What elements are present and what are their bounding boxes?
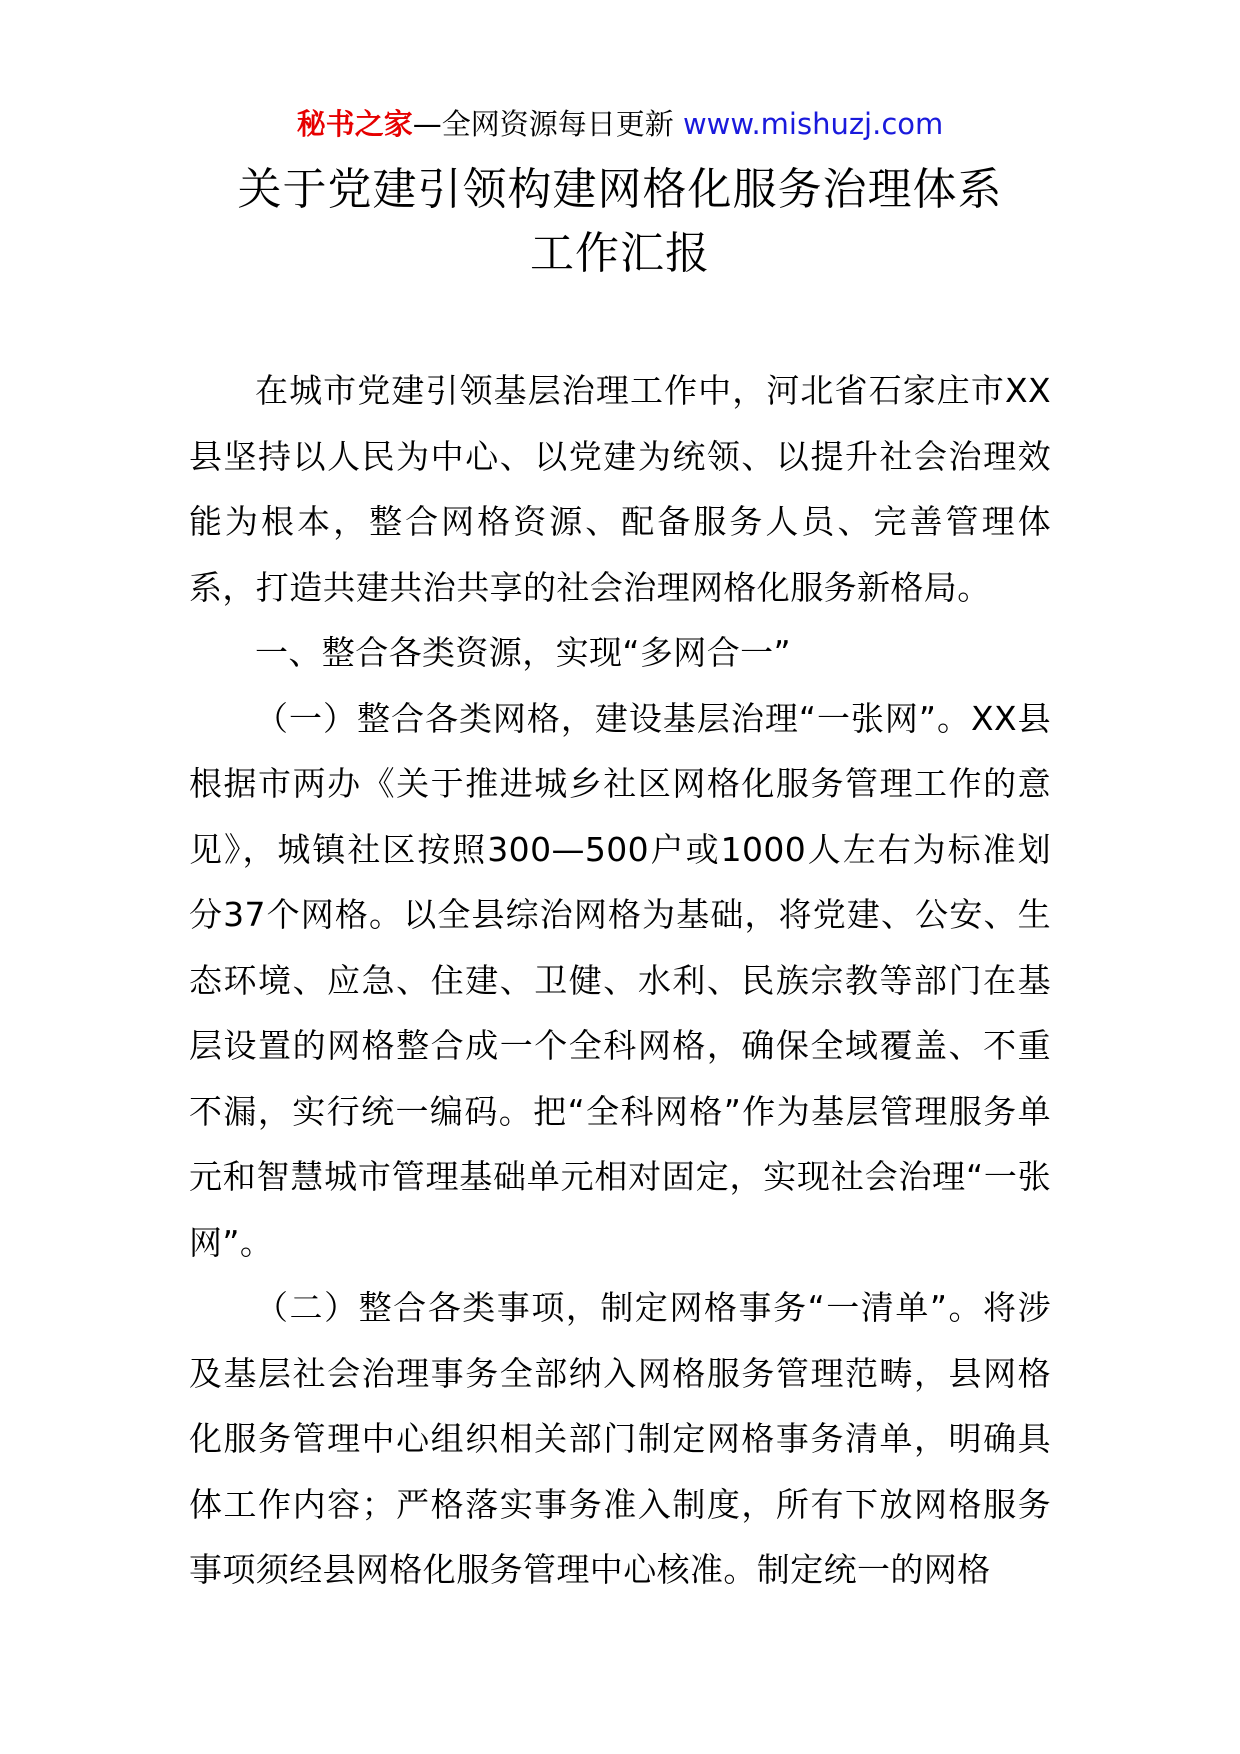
document-title-line-2: 工作汇报 [530,228,710,279]
document-body [189,358,1051,1603]
paragraph-intro: 在城市党建引领基层治理工作中，河北省石家庄市XX县坚持以人民为中心、以党建为统领、以提升社会治理效能为根本，整合网格资源、配备服务人员、完善管理体系，打造共建共治共享的社会治理网格化服务新格局。 [189,371,1051,607]
header-tagline: —全网资源每日更新 [412,107,674,141]
document-title-line-1: 关于党建引领构建网格化服务治理体系 [237,164,1003,215]
header-brand: 秘书之家 [296,107,413,141]
section-heading-1: 一、整合各类资源，实现“多网合一” [255,633,791,672]
paragraph-subsection-1: （一）整合各类网格，建设基层治理“一张网”。XX县根据市两办《关于推进城乡社区网格化服务管理工作的意见》，城镇社区按照300—500户或1000人左右为标准划分37个网格。以全县综治网格为基础，将党建、公安、生态环境、应急、住建、卫健、水利、民族宗教等部门在基层设置的网格整合成一个全科网格，确保全域覆盖、不重不漏，实行统一编码。把“全科网格”作为基层管理服务单元和智慧城市管理基础单元相对固定，实现社会治理“一张网”。 [189,698,1051,1262]
paragraph-subsection-2: （二）整合各类事项，制定网格事务“一清单”。将涉及基层社会治理事务全部纳入网格服务管理范畴，县网格化服务管理中心组织相关部门制定网格事务清单，明确具体工作内容；严格落实事务准入制度，所有下放网格服务事项须经县网格化服务管理中心核准。制定统一的网格 [189,1288,1051,1589]
site-header [0,104,1240,144]
header-url-link[interactable]: www.mishuzj.com [682,107,944,141]
